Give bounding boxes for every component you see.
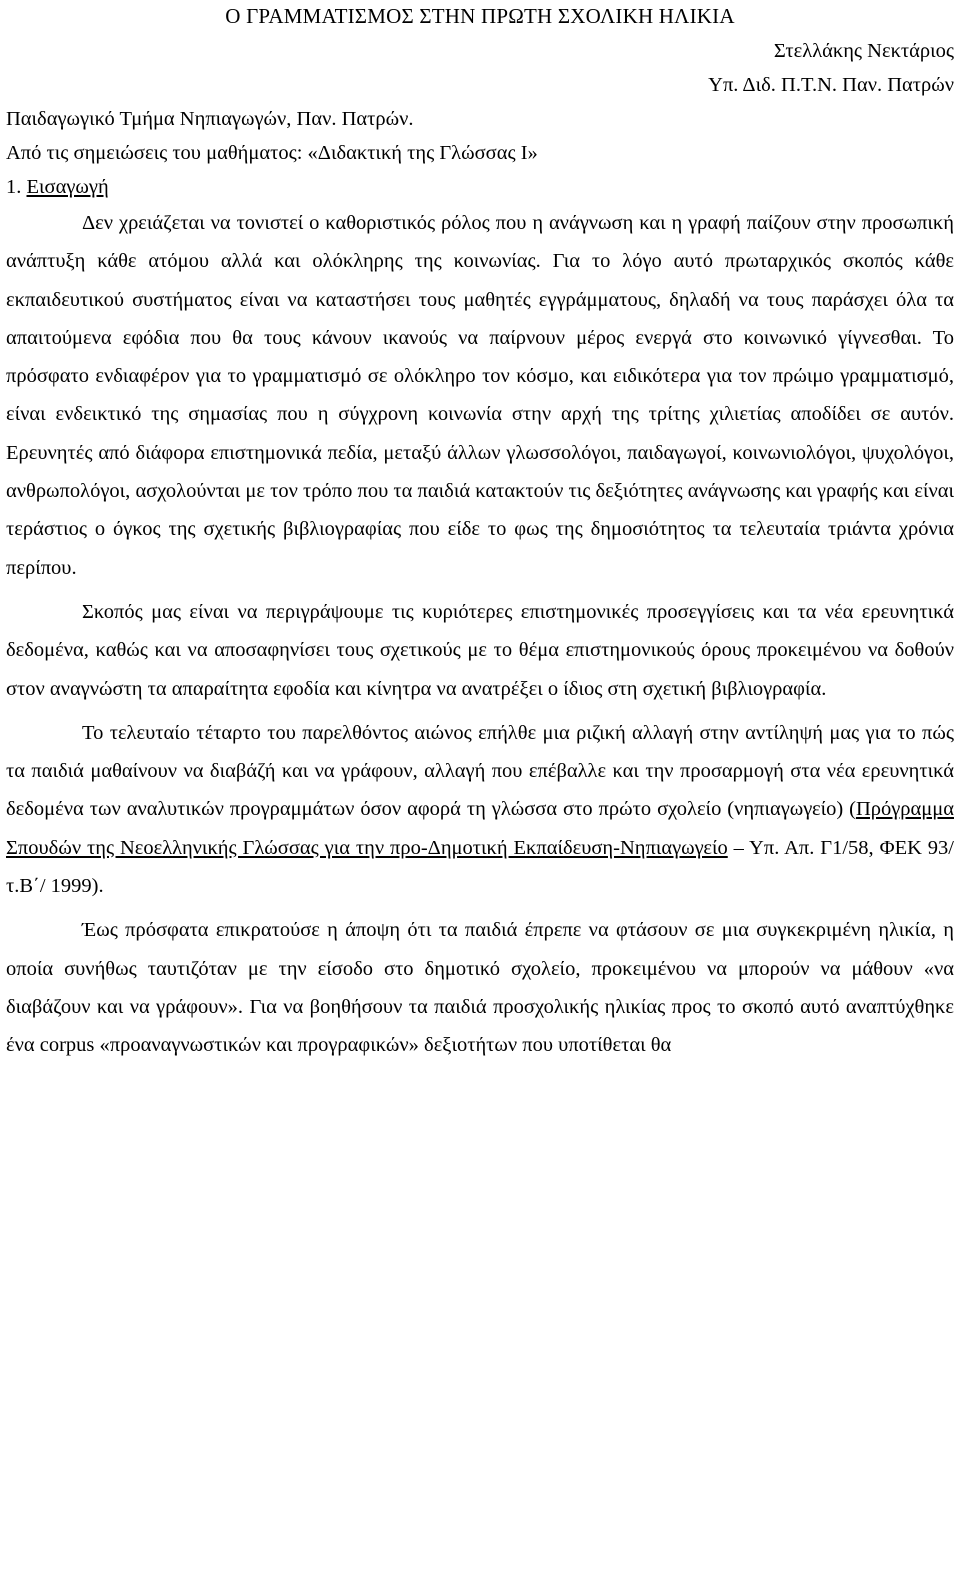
paragraph-4: Έως πρόσφατα επικρατούσε η άποψη ότι τα παιδιά έπρεπε να φτάσουν σε μια συγκεκριμένη ηλικία, η οποία συνήθως ταυτιζόταν με την είσοδο στο δημοτικό σχολείο, προκειμένου να μπορούν να μάθουν «να διαβάζουν και να γράφουν». Για να βοηθήσουν τα παιδιά προσχολικής ηλικίας προς το σκοπό αυτό αναπτύχθηκε ένα corpus «προαναγνωστικών και προγραφικών» δεξιοτήτων που υποτίθεται θα bbox=[6, 919, 954, 1057]
paragraph-3-citation: – Υπ. Απ. Γ1/58, ΦΕΚ 93/τ.Β΄/ 1999). bbox=[6, 836, 954, 898]
paragraph-3 bbox=[6, 714, 954, 905]
author-affiliation: Υπ. Διδ. Π.Τ.Ν. Παν. Πατρών bbox=[708, 74, 954, 96]
curriculum-reference-link: Πρόγραμμα Σπουδών της Νεοελληνικής Γλώσσας για την προ-Δημοτική Εκπαίδευση-Νηπιαγωγείο bbox=[6, 798, 954, 859]
paragraph-3-text: Το τελευταίο τέταρτο του παρελθόντος αιώνος επήλθε μια ριζική αλλαγή στην αντίληψή μας για το πώς τα παιδιά μαθαίνουν να διαβάζή και να γράφουν, αλλαγή που επέβαλλε και την προσαρμογή στα νέα ερευνητικά δεδομένα των αναλυτικών προγραμμάτων όσον αφορά τη γλώσσα στο πρώτο σχολείο (νηπιαγωγείο) ( bbox=[6, 721, 954, 821]
department-line: Παιδαγωγικό Τμήμα Νηπιαγωγών, Παν. Πατρών. bbox=[6, 108, 414, 130]
paragraph-2: Σκοπός μας είναι να περιγράψουμε τις κυριότερες επιστημονικές προσεγγίσεις και τα νέα ερευνητικά δεδομένα, καθώς και να αποσαφηνίσει τους σχετικούς με το θέμα επιστημονικούς όρους προκειμένου να δοθούν στον αναγνώστη τα απαραίτητα εφοδία και κίνητρα να ανατρέξει ο ίδιος στη σχετική βιβλιογραφία. bbox=[6, 600, 954, 700]
document-title: Ο ΓΡΑΜΜΑΤΙΣΜΟΣ ΣΤΗΝ ΠΡΩΤΗ ΣΧΟΛΙΚΗ ΗΛΙΚΙΑ bbox=[225, 4, 735, 28]
source-note: Από τις σημειώσεις του μαθήματος: «Διδακτική της Γλώσσας Ι» bbox=[6, 142, 538, 164]
paragraph-1: Δεν χρειάζεται να τονιστεί ο καθοριστικός ρόλος που η ανάγνωση και η γραφή παίζουν στην προσωπική ανάπτυξη κάθε ατόμου αλλά και ολόκληρης της κοινωνίας. Για το λόγο αυτό πρωταρχικός σκοπός κάθε εκπαιδευτικού συστήματος είναι να καταστήσει τους μαθητές εγγράμματους, δηλαδή να τους παράσχει όλα τα απαιτούμενα εφόδια που θα τους κάνουν ικανούς να παίρνουν μέρος ενεργά στο κοινωνικό γίγνεσθαι. Το πρόσφατο ενδιαφέρον για το γραμματισμό σε ολόκληρο τον κόσμο, και ειδικότερα για τον πρώιμο γραμματισμό, είναι ενδεικτικό της σημασίας που η σύγχρονη κοινωνία στην αρχή της τρίτης χιλιετίας αποδίδει σε αυτόν. Ερευνητές από διάφορα επιστημονικά πεδία, μεταξύ άλλων γλωσσολόγοι, παιδαγωγοί, κοινωνιολόγοι, ψυχολόγοι, ανθρωπολόγοι, ασχολούνται με τον τρόπο που τα παιδιά κατακτούν τις δεξιότητες ανάγνωσης και γραφής και είναι τεράστιος ο όγκος της σχετικής βιβλιογραφίας που είδε το φως της δημοσιότητος τα τελευταία τριάντα χρόνια περίπου. bbox=[6, 212, 954, 579]
document-page bbox=[6, 0, 954, 1065]
section-number: 1. bbox=[6, 176, 22, 198]
author-name: Στελλάκης Νεκτάριος bbox=[773, 40, 954, 62]
section-heading bbox=[6, 170, 954, 204]
section-title: Εισαγωγή bbox=[26, 176, 109, 198]
